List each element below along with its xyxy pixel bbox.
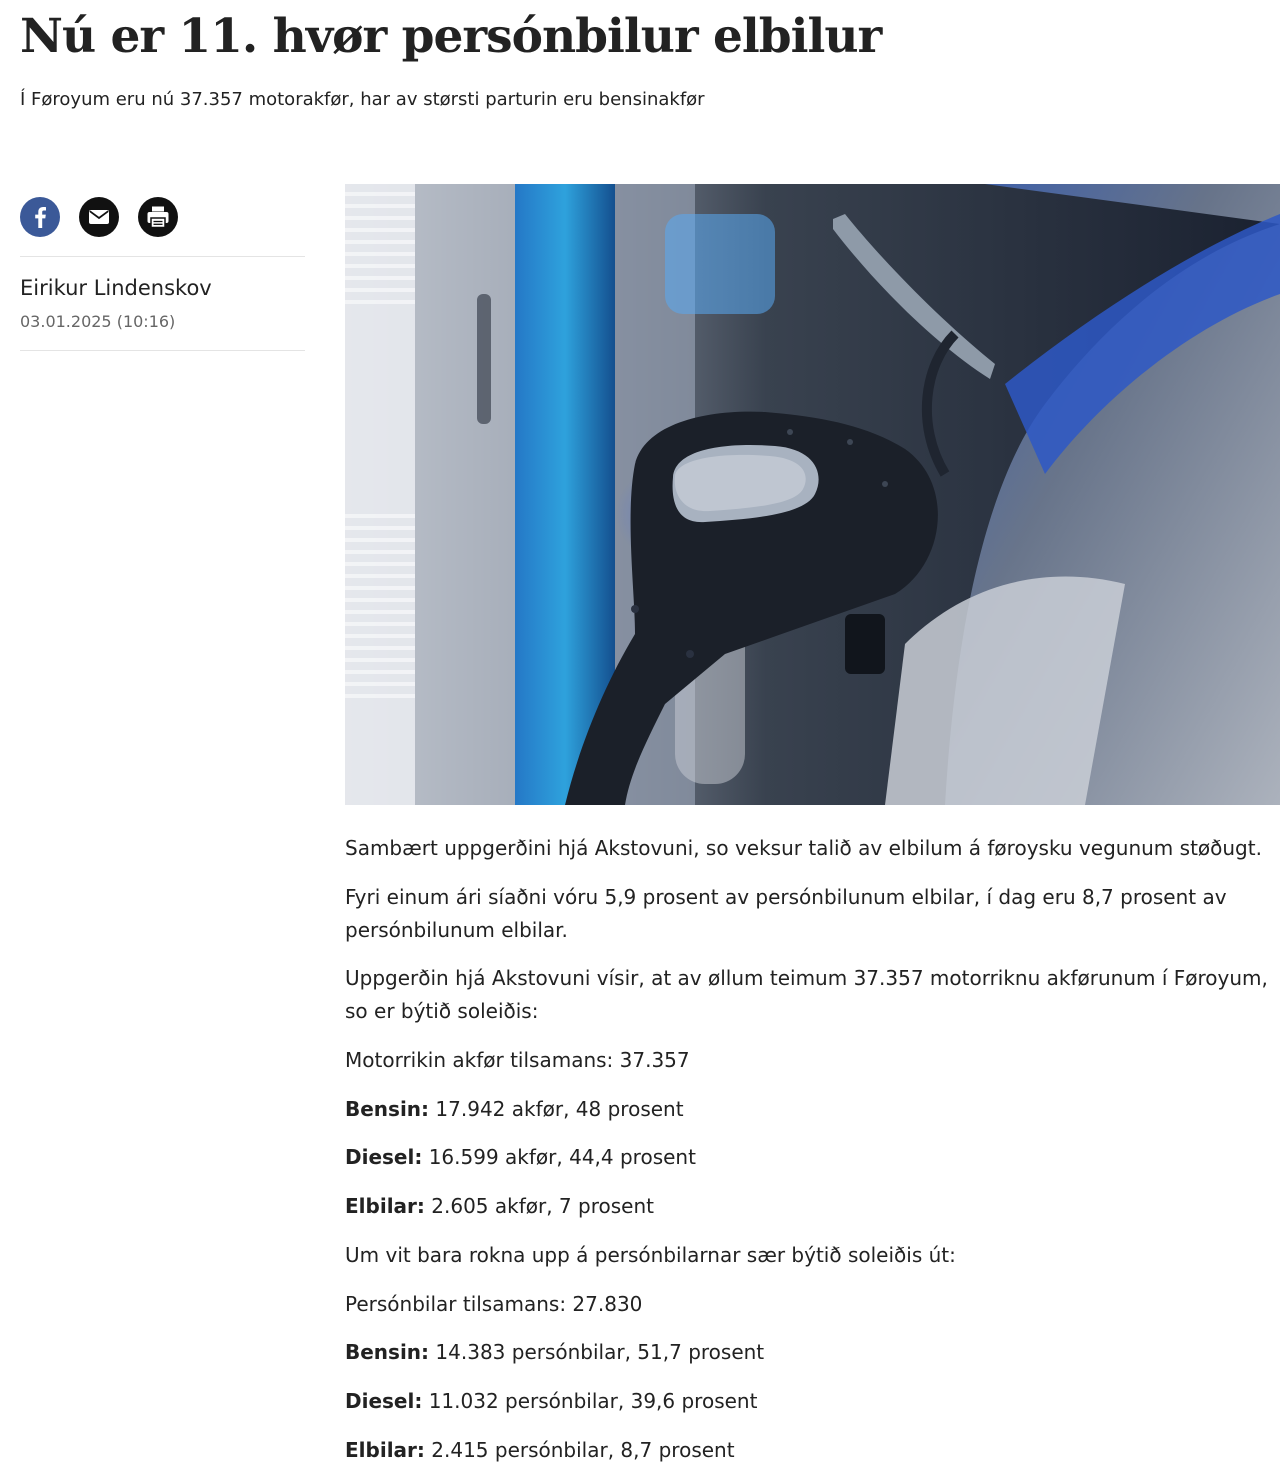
stat-label: Bensin: [345, 1096, 430, 1121]
paragraph: Fyri einum ári síaðni vóru 5,9 prosent av persónbilunum elbilar, í dag eru 8,7 prosent av persónbilunum elbilar. [345, 884, 1227, 942]
share-bar [20, 197, 178, 237]
stat-value: 11.032 persónbilar, 39,6 prosent [428, 1388, 758, 1413]
article-subheadline: Í Føroyum eru nú 37.357 motorakfør, har av størsti parturin eru bensinakfør [20, 89, 705, 110]
stat-label: Elbilar: [345, 1194, 425, 1219]
stat-value: 2.415 persónbilar, 8,7 prosent [431, 1437, 735, 1462]
paragraph: Motorrikin akfør tilsamans: 37.357 [345, 1048, 690, 1073]
paragraph: Um vit bara rokna upp á persónbilarnar sær býtið soleiðis út: [345, 1242, 956, 1267]
paragraph: Sambært uppgerðini hjá Akstovuni, so veksur talið av elbilum á føroysku vegunum støðugt. [345, 836, 1262, 860]
stat-label: Elbilar: [345, 1437, 425, 1462]
divider [20, 350, 305, 351]
stat-value: 16.599 akfør, 44,4 prosent [428, 1145, 696, 1170]
stat-line [345, 1434, 1273, 1467]
paragraph: Uppgerðin hjá Akstovuni vísir, at av øllum teimum 37.357 motorriknu akførunum í Føroyum, so er býtið soleiðis: [345, 966, 1268, 1024]
facebook-share-button[interactable] [20, 197, 60, 237]
stat-value: 14.383 persónbilar, 51,7 prosent [435, 1340, 765, 1365]
ev-charger-photo [345, 184, 1280, 805]
print-button[interactable] [138, 197, 178, 237]
facebook-icon [20, 197, 60, 237]
hero-image [345, 184, 1280, 805]
publish-date: 03.01.2025 (10:16) [20, 312, 176, 331]
stat-label: Diesel: [345, 1145, 423, 1170]
email-icon [79, 197, 119, 237]
stat-line [345, 1093, 1273, 1126]
paragraph: Persónbilar tilsamans: 27.830 [345, 1291, 643, 1316]
stat-label: Diesel: [345, 1388, 423, 1413]
divider [20, 256, 305, 257]
stat-label: Bensin: [345, 1340, 430, 1365]
email-share-button[interactable] [79, 197, 119, 237]
stat-line [345, 1190, 1273, 1223]
stat-line [345, 1336, 1273, 1369]
stat-line [345, 1385, 1273, 1418]
article-headline: Nú er 11. hvør persónbilur elbilur [20, 9, 882, 64]
stat-value: 17.942 akfør, 48 prosent [435, 1096, 684, 1121]
print-icon [138, 197, 178, 237]
article-body [345, 832, 1273, 1482]
stat-line [345, 1141, 1273, 1174]
author-name: Eirikur Lindenskov [20, 276, 212, 300]
stat-value: 2.605 akfør, 7 prosent [431, 1194, 654, 1219]
